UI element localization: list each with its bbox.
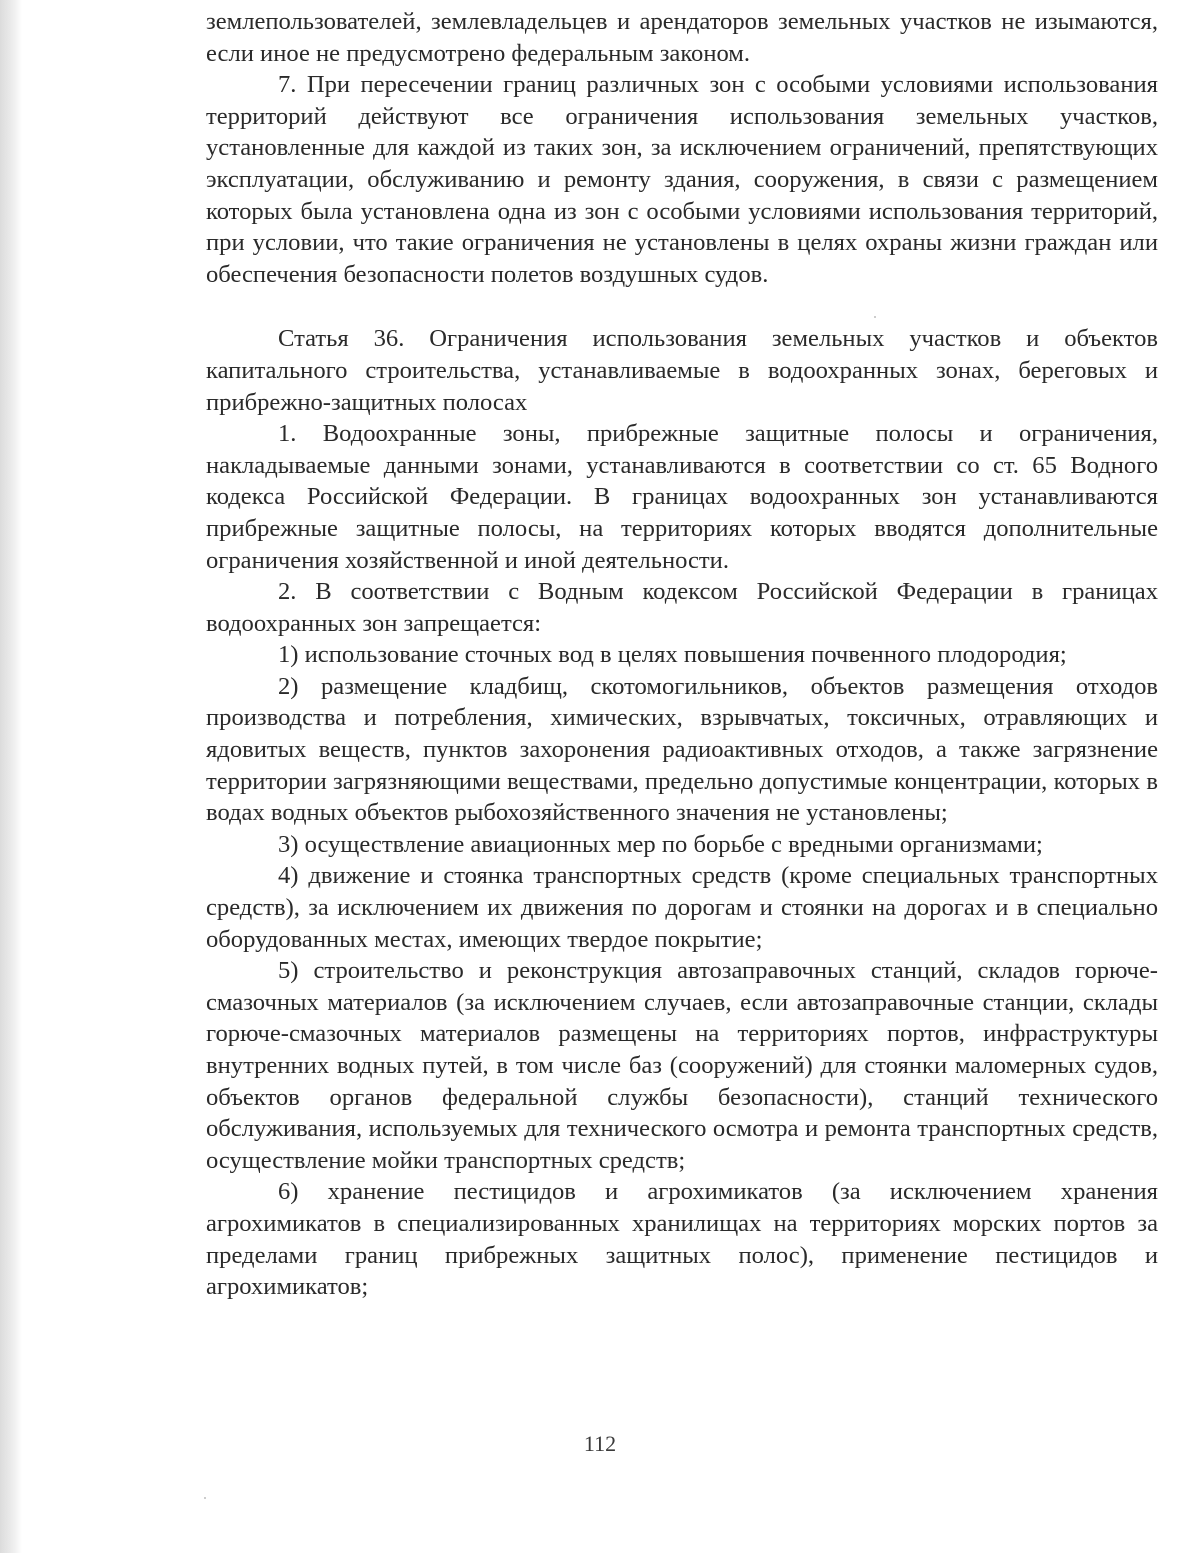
list-item-5: 5) строительство и реконструкция автозаправочных станций, складов горюче-смазочных материалов (за исключением случаев, если автозаправочные станции, склады горюче-смазочных материалов размещены на территориях портов, инфраструктуры внутренних водных путей, в том числе баз (сооружений) для стоянки маломерных судов, объектов органов федеральной службы безопасности), станций технического обслуживания, используемых для технического осмотра и ремонта транспортных средств, осуществление мойки транспортных средств; [206,957,1158,1174]
scan-left-edge [0,0,22,1553]
article-36-heading: Статья 36. Ограничения использования земельных участков и объектов капитального строительства, устанавливаемые в водоохранных зонах, береговых и прибрежно-защитных полосах [206,325,1158,416]
scan-speck [874,316,876,318]
list-item-1: 1) использование сточных вод в целях повышения почвенного плодородия; [278,641,1067,669]
list-item-4: 4) движение и стоянка транспортных средств (кроме специальных транспортных средств), за исключением их движения по дорогам и стоянки на дорогах и в специально оборудованных местах, имеющих твердое покрытие; [206,862,1158,953]
page-number: 112 [583,1431,617,1456]
scan-speck [204,1497,206,1499]
paragraph-item-7: 7. При пересечении границ различных зон с особыми условиями использования территорий действуют все ограничения использования земельных участков, установленные для каждой из таких зон, за исключением ограничений, препятствующих эксплуатации, обслуживанию и ремонту здания, сооружения, в связи с размещением которых была установлена одна из зон с особыми условиями использования территорий, при условии, что такие ограничения не установлены в целях охраны жизни граждан или обеспечения безопасности полетов воздушных судов. [206,71,1158,288]
list-item-2: 2) размещение кладбищ, скотомогильников, объектов размещения отходов производства и потребления, химических, взрывчатых, токсичных, отравляющих и ядовитых веществ, пунктов захоронения радиоактивных отходов, а также загрязнение территории загрязняющими веществами, предельно допустимые концентрации, которых в водах водных объектов рыбохозяйственного значения не установлены; [206,672,1158,827]
section-spacer [206,290,1158,323]
paragraph-continuation: землепользователей, землевладельцев и арендаторов земельных участков не изымаются, если иное не предусмотрено федеральным законом. [206,8,1158,67]
list-item-3: 3) осуществление авиационных мер по борьбе с вредными организмами; [278,830,1043,858]
paragraph-clause-2: 2. В соответствии с Водным кодексом Российской Федерации в границах водоохранных зон запрещается: [206,578,1158,637]
paragraph-clause-1: 1. Водоохранные зоны, прибрежные защитные полосы и ограничения, накладываемые данными зонами, устанавливаются в соответствии со ст. 65 Водного кодекса Российской Федерации. В границах водоохранных зон устанавливаются прибрежные защитные полосы, на территориях которых вводятся дополнительные ограничения хозяйственной и иной деятельности. [206,420,1158,574]
list-item-6: 6) хранение пестицидов и агрохимикатов (за исключением хранения агрохимикатов в специализированных хранилищах на территориях морских портов за пределами границ прибрежных защитных полос), применение пестицидов и агрохимикатов; [206,1178,1158,1301]
document-page [206,6,1158,1303]
